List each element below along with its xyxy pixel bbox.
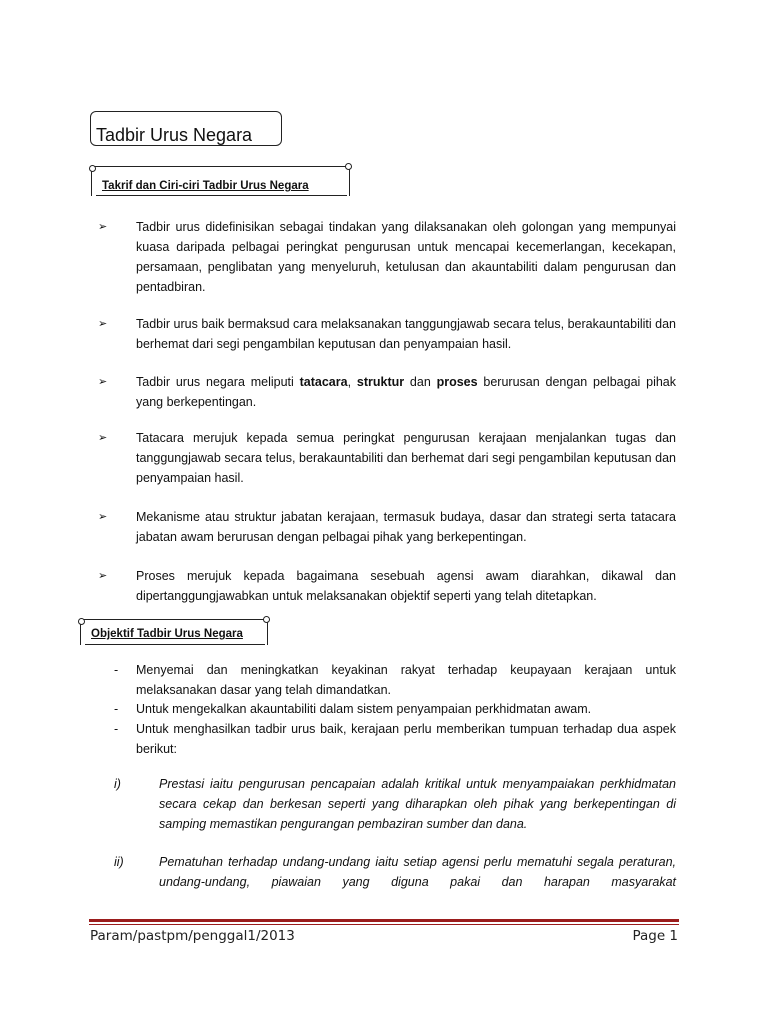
scroll-curl-left	[89, 165, 96, 172]
aspect-paragraph: Prestasi iaitu pengurusan pencapaian adalah kritikal untuk menyampaiakan perkhidmatan secara cekap dan berkesan seperti yang diharapkan oleh pihak yang berkepentingan di samping memastikan pengurangan pembaziran sumber dan dana.	[159, 777, 676, 831]
dash-marker: -	[114, 722, 119, 736]
arrow-bullet-icon: ➢	[98, 376, 108, 388]
aspect-paragraph: Pematuhan terhadap undang-undang iaitu setiap agensi perlu mematuhi segala peraturan, undang-undang, piawaian yang diguna pakai dan harapan masyarakat	[159, 855, 676, 889]
bullet-paragraph: Tadbir urus baik bermaksud cara melaksanakan tanggungjawab secara telus, berakauntabiliti dan berhemat dari segi pengambilan keputusan dan penyampaian hasil.	[136, 317, 676, 351]
text-run: dan	[404, 375, 437, 389]
footer-rule-thin	[89, 924, 679, 925]
bold-term-tatacara: tatacara	[299, 375, 348, 389]
roman-marker: i)	[114, 777, 121, 791]
bold-term-proses: proses	[436, 375, 478, 389]
arrow-bullet-icon: ➢	[98, 511, 108, 523]
dash-paragraph: Menyemai dan meningkatkan keyakinan rakyat terhadap keupayaan kerajaan untuk melaksanakan dasar yang telah dimandatkan.	[136, 663, 676, 697]
text-run: Tadbir urus negara meliputi	[136, 375, 300, 389]
bullet-paragraph	[136, 372, 676, 412]
arrow-bullet-icon: ➢	[98, 570, 108, 582]
arrow-bullet-icon: ➢	[98, 432, 108, 444]
section-heading-text: Objektif Tadbir Urus Negara	[91, 628, 243, 640]
footer-path: Param/pastpm/penggal1/2013	[90, 928, 295, 944]
scroll-curl-right	[263, 616, 270, 623]
section-heading-text: Takrif dan Ciri-ciri Tadbir Urus Negara	[102, 180, 309, 192]
arrow-bullet-icon: ➢	[98, 318, 108, 330]
dash-paragraph: Untuk mengekalkan akauntabiliti dalam sistem penyampaian perkhidmatan awam.	[136, 702, 592, 716]
footer-rule-thick	[89, 919, 679, 922]
bullet-paragraph: Proses merujuk kepada bagaimana sesebuah agensi awam diarahkan, dikawal dan dipertanggungjawabkan untuk melaksanakan objektif seperti yang telah ditetapkan.	[136, 569, 676, 603]
footer-page-number: Page 1	[632, 928, 678, 944]
text-run: berurusan dengan pelbagai pihak yang berkepentingan.	[136, 375, 676, 409]
dash-paragraph: Untuk menghasilkan tadbir urus baik, kerajaan perlu memberikan tumpuan terhadap dua aspek berikut:	[136, 722, 676, 756]
scroll-curl-left	[78, 618, 85, 625]
bullet-paragraph: Mekanisme atau struktur jabatan kerajaan, termasuk budaya, dasar dan strategi serta tatacara jabatan awam berurusan dengan pelbagai pihak yang berkepentingan.	[136, 510, 676, 544]
roman-marker: ii)	[114, 855, 124, 869]
section-heading-definition	[91, 166, 350, 196]
scroll-curl-right	[345, 163, 352, 170]
section-heading-objectives	[80, 619, 268, 645]
page-title-box	[90, 111, 282, 146]
arrow-bullet-icon: ➢	[98, 221, 108, 233]
bullet-paragraph: Tatacara merujuk kepada semua peringkat pengurusan kerajaan menjalankan tugas dan tanggungjawab secara telus, berakauntabiliti dan berhemat dari segi pengambilan keputusan dan penyampaian hasil.	[136, 431, 676, 485]
bold-term-struktur: struktur	[356, 375, 405, 389]
text-run: ,	[347, 375, 357, 389]
bullet-paragraph: Tadbir urus didefinisikan sebagai tindakan yang dilaksanakan oleh golongan yang mempunyai kuasa daripada pelbagai peringkat pengurusan untuk mencapai kecemerlangan, kecekapan, persamaan, penglibatan yang menyeluruh, ketulusan dan akauntabiliti dalam pengurusan dan pentadbiran.	[136, 220, 676, 294]
dash-marker: -	[114, 663, 119, 677]
dash-marker: -	[114, 702, 119, 716]
page-title: Tadbir Urus Negara	[96, 125, 253, 145]
